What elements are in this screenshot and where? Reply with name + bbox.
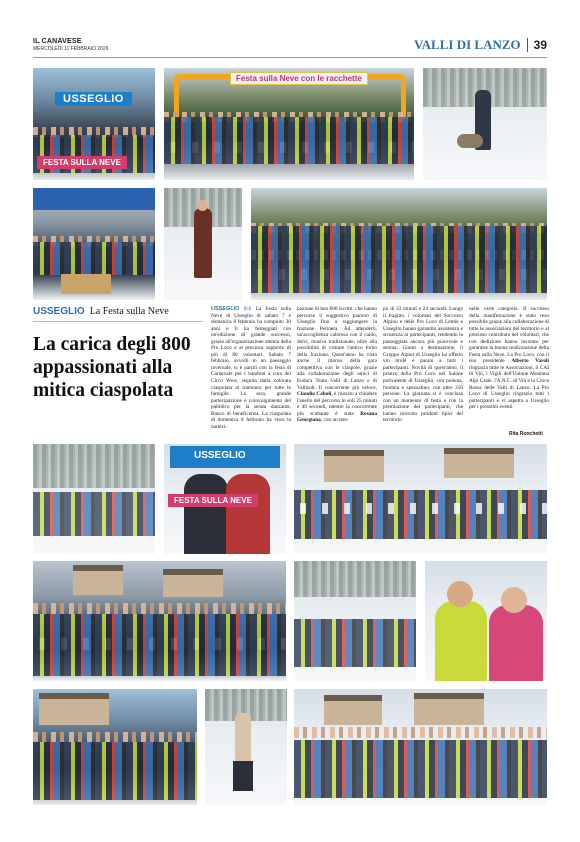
photo-dog-runner	[423, 68, 547, 180]
article-column-3	[383, 306, 463, 428]
photo-usseglio-sign	[33, 68, 155, 180]
photo-snowshoer	[164, 188, 242, 300]
column-4-text-b: ringrazia tutte le Associazioni, il CAI di Viù, i Vigili dell'Unione Montana Alpi Graie, l'A.N.C. di Viù e la Croce Rossa delle Valli di Lanzo. La Pro Loco di Usseglio ringrazia tutti i partecipanti e vi aspetta a Usseglio per i prossimi eventi.	[469, 364, 549, 411]
column-3-text: po di 33 minuti e 24 secondi. Lungo il tragitto, i volontari del Soccorso Alpino e delle Pro Loco di Lemie e Usseglio hanno garantito assistenza e sicurezza ai partecipanti, rendendo la passeggiata ancora più piacevole e serena. Giunti a destinazione, il Gruppo Alpini di Usseglio ha offerto vin brulè e panini a tutti i partecipanti. Novità di quest'anno, il pranzo della Pro Loco nel Salone polivalente di Usseglio, con polenta, fonduta e spezzatino, con oltre 350 persone. La giornata si è conclusa con un momento di festa e con la premiazione dei partecipanti, che hanno ricevuto prodotti tipici del territorio	[383, 306, 463, 424]
photo-race-start	[294, 444, 547, 554]
lead-ref: (fcf)	[243, 306, 252, 311]
column-1-text: La Festa sulla Neve di Usseglio di sabato 7 e domenica 8 febbraio ha compiuto 30 anni e li ha festeggiati con un'edizione di grande successo, grazie all'organizzazione attenta della Pro Loco e al prezioso supporto di più di 80 volontari. Sabato 7 febbraio, avvolti in un paesaggio invernale, si è partiti con la festa di Carnevale per i bambini a cura del Circo Wow, seguita dalla colorata ciaspolata al tramonto per tutte le famiglie. La sera, grande partecipazione e coinvolgimento del pubblico per la serata danzante. Banco di beneficenza. La ciaspolata di domenica 8 febbraio ha visto la parteci-	[211, 306, 291, 428]
section-header	[414, 37, 547, 53]
photo-skier	[205, 689, 287, 805]
arch-banner: Festa sulla Neve con le racchette	[230, 72, 368, 85]
article-column-2	[297, 306, 377, 428]
masthead	[33, 38, 109, 52]
winner-female: Rosana Georgiana	[297, 410, 377, 424]
column-2-text-c: , con un tem-	[320, 417, 349, 424]
photo-couple-selfie	[425, 561, 547, 681]
header-divider	[527, 38, 528, 52]
article-column-4	[469, 306, 549, 428]
portrait-usseglio-banner: USSEGLIO	[194, 450, 246, 461]
photo-group-finish	[294, 689, 547, 805]
byline: Rita Ronchetti	[509, 431, 543, 437]
festa-banner: FESTA SULLA NEVE	[37, 156, 127, 169]
winner-male: Claudio Caboli	[297, 391, 332, 398]
column-4-text-a: nelle varie categorie. Il successo della manifestazione è stato reso possibile grazie alla collaborazione di tutte le associazioni del territorio e al prezioso contributo del volontari, che con dedizione hanno lavorato per garantire la buona realizzazione della Festa sulla Neve. La Pro Loco, con il suo presidente	[469, 306, 549, 365]
paper-name: IL CANAVESE	[33, 38, 82, 45]
photo-group-arch	[164, 68, 414, 180]
kicker-rule	[33, 321, 203, 322]
kicker-place: USSEGLIO	[33, 306, 85, 317]
column-2-text-a: pazione di ben 800 iscritti, che hanno percorso il suggestivo pianoro di Usseglio fino a raggiungere la frazione Perinera. Ad attenderli, un'accoglienza calorosa con il caldo, dolci, musica tradizionale, oltre alla possibilità di visitare l'antico forno della frazione. Quest'anno ha visto anche il ritorno della gara competitiva con le ciaspole, grazie alla collaborazione degli amici di Endura Team Valli di Lanzo e di Vallisoli. Il concorrente più veloce,	[297, 306, 377, 391]
photo-ski-poles	[33, 444, 155, 554]
usseglio-banner: USSEGLIO	[55, 92, 132, 106]
section-title: VALLI DI LANZO	[413, 37, 521, 52]
photo-photographer	[33, 689, 197, 805]
photo-portrait-sign	[164, 444, 286, 554]
headline: La carica degli 800 appassionati alla mitica ciaspolata	[33, 334, 191, 401]
lead-place: USSEGLIO	[211, 306, 240, 312]
photo-large-crowd	[251, 188, 547, 300]
header-rule	[33, 57, 547, 58]
page-number: 39	[533, 38, 547, 52]
president-name: Alberto Varoli	[511, 358, 549, 365]
portrait-festa-banner: FESTA SULLA NEVE	[168, 494, 258, 507]
photo-runners-snow	[294, 561, 416, 681]
kicker-topic: La Festa sulla Neve	[89, 306, 169, 317]
photo-crowd-street	[33, 561, 286, 681]
photo-aid-station	[33, 188, 155, 300]
article-kicker	[33, 306, 169, 317]
issue-date: MERCOLEDÌ 11 FEBBRAIO 2026	[33, 46, 109, 52]
column-2-text-b: , è riuscito a chiudere l'anello del percorso in soli 25 minuti e 49 secondi, mentre la concorrente più scattante è stata	[297, 391, 377, 417]
article-column-1	[211, 306, 291, 428]
